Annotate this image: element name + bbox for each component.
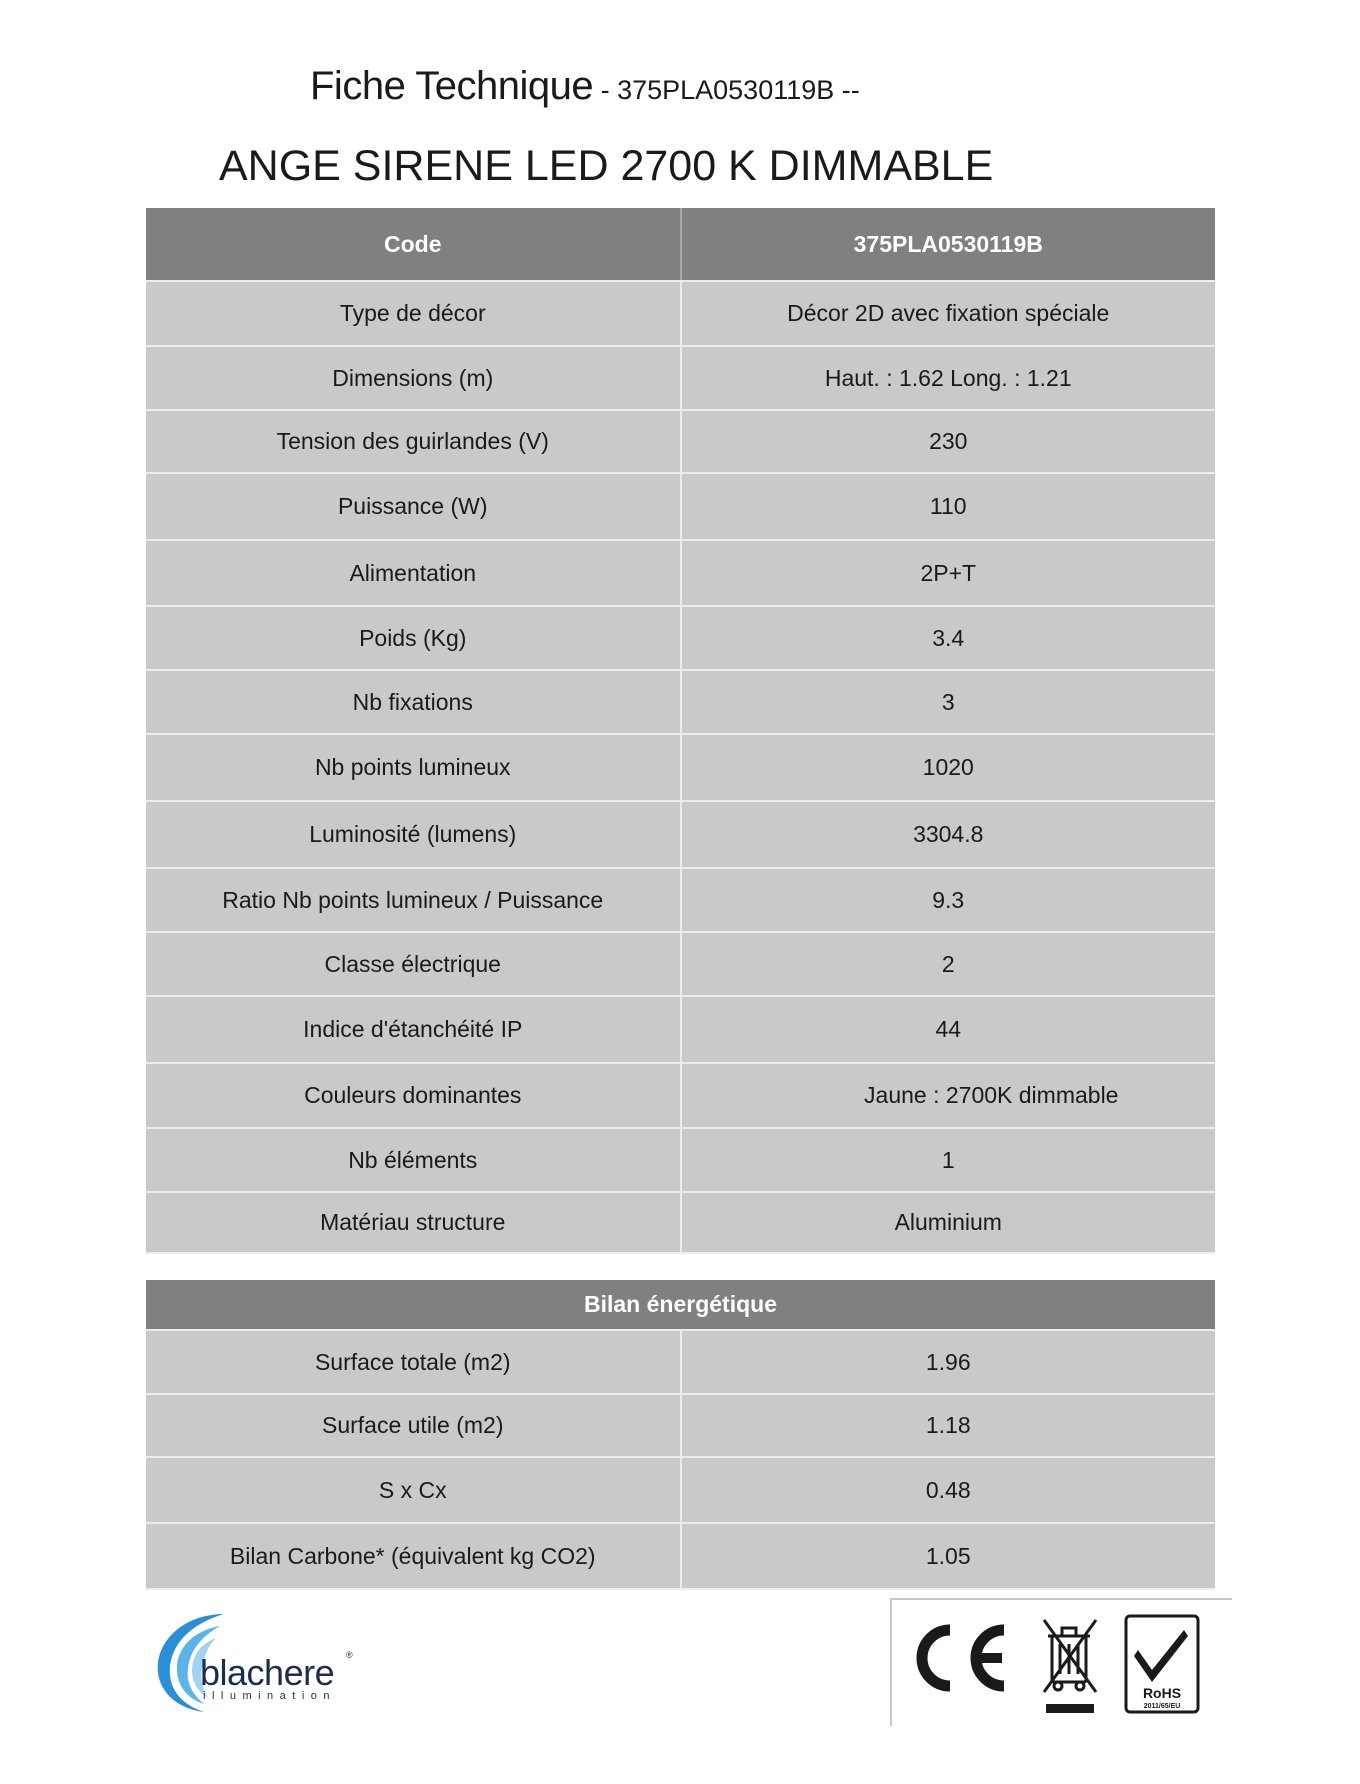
table-row [146,1128,1215,1192]
row-label: Couleurs dominantes [146,1063,681,1128]
row-label: Nb éléments [146,1128,681,1192]
row-value: 3304.8 [681,801,1216,868]
table-row [146,1063,1215,1128]
row-value: 1.96 [681,1330,1216,1394]
row-value: 0.48 [681,1457,1216,1523]
table-row [146,734,1215,801]
row-value: 2 [681,932,1216,996]
row-label: Surface totale (m2) [146,1330,681,1394]
row-value: 230 [681,410,1216,473]
row-label: Type de décor [146,281,681,346]
table-row [146,1457,1215,1523]
spec-table-header [146,208,1215,281]
spec-table [146,208,1215,1254]
row-label: Poids (Kg) [146,606,681,670]
table-row [146,1394,1215,1457]
ce-mark-icon [922,1630,1004,1686]
table-row [146,996,1215,1063]
registered-mark: ® [346,1650,353,1660]
row-value: Jaune : 2700K dimmable [681,1063,1216,1128]
row-label: Puissance (W) [146,473,681,540]
logo-wordmark: blachere [200,1652,335,1693]
table-row [146,1523,1215,1589]
row-label: Matériau structure [146,1192,681,1253]
row-value: 110 [681,473,1216,540]
row-label: S x Cx [146,1457,681,1523]
row-value: 3.4 [681,606,1216,670]
row-label: Alimentation [146,540,681,606]
table-row [146,1330,1215,1394]
row-label: Bilan Carbone* (équivalent kg CO2) [146,1523,681,1589]
title-code: - 375PLA0530119B -- [593,75,860,105]
table-row [146,670,1215,734]
logo-tagline: illumination [203,1690,337,1702]
certification-marks [890,1598,1232,1726]
table-row [146,801,1215,868]
table-row [146,281,1215,346]
title-main: Fiche Technique [310,64,594,108]
table-row [146,410,1215,473]
row-value: Haut. : 1.62 Long. : 1.21 [681,346,1216,410]
row-label: Surface utile (m2) [146,1394,681,1457]
row-value: 1.18 [681,1394,1216,1457]
row-value: 1020 [681,734,1216,801]
header-code-value: 375PLA0530119B [681,208,1216,281]
row-label: Nb points lumineux [146,734,681,801]
row-label: Ratio Nb points lumineux / Puissance [146,868,681,932]
row-label: Luminosité (lumens) [146,801,681,868]
row-label: Indice d'étanchéité IP [146,996,681,1063]
rohs-label: RoHS [1142,1685,1182,1701]
row-value: Aluminium [681,1192,1216,1253]
row-value: 44 [681,996,1216,1063]
table-row [146,868,1215,932]
page-title [310,64,860,109]
table-row [146,473,1215,540]
product-name: ANGE SIRENE LED 2700 K DIMMABLE [219,142,994,190]
table-row [146,540,1215,606]
energy-table-header [146,1280,1215,1330]
row-label: Dimensions (m) [146,346,681,410]
table-row [146,932,1215,996]
rohs-directive: 2011/65/EU [1143,1703,1181,1710]
row-value: Décor 2D avec fixation spéciale [681,281,1216,346]
table-row [146,1192,1215,1253]
row-label: Tension des guirlandes (V) [146,410,681,473]
row-label: Nb fixations [146,670,681,734]
table-row [146,346,1215,410]
table-row [146,606,1215,670]
row-value: 9.3 [681,868,1216,932]
header-code-label: Code [146,208,681,281]
weee-bin-icon [1044,1620,1096,1713]
energy-table [146,1280,1215,1590]
row-value: 1 [681,1128,1216,1192]
row-value: 1.05 [681,1523,1216,1589]
row-value: 2P+T [681,540,1216,606]
row-label: Classe électrique [146,932,681,996]
energy-header: Bilan énergétique [146,1280,1215,1330]
rohs-icon [1126,1616,1198,1712]
row-value: 3 [681,670,1216,734]
